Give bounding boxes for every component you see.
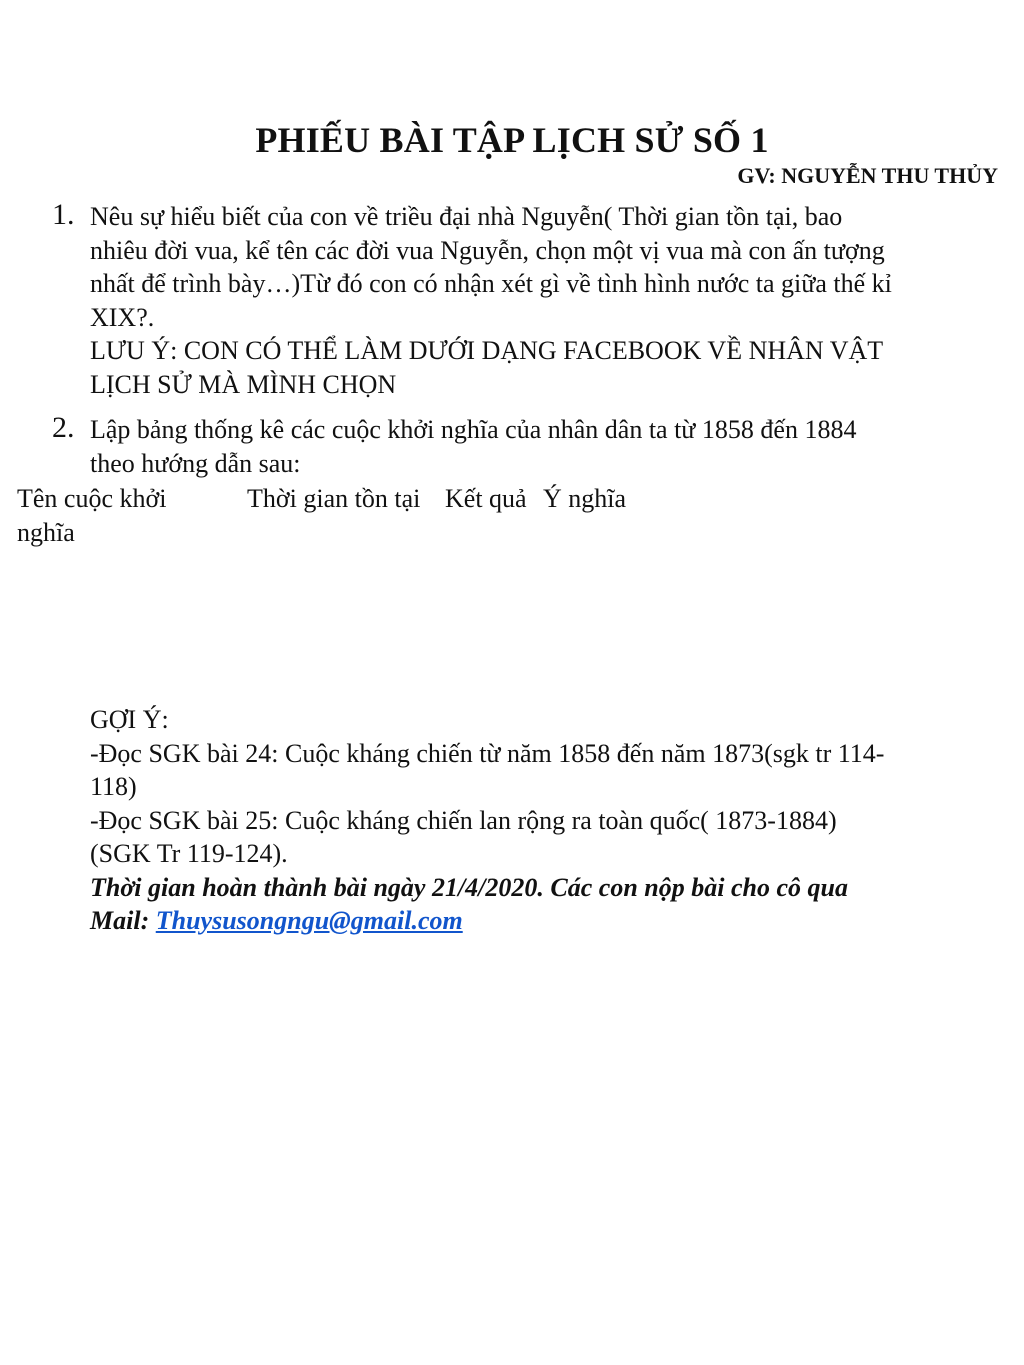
hints-heading: GỢI Ý: [90, 705, 169, 734]
email-link[interactable]: Thuysusongngu@gmail.com [155, 906, 463, 935]
mail-label: Mail: [90, 906, 156, 935]
question-2-number: 2. [52, 411, 75, 444]
question-1-line: Nêu sự hiểu biết của con về triều đại nhà Nguyễn( Thời gian tồn tại, bao [90, 202, 843, 231]
question-1-text [90, 200, 1000, 401]
question-1-line: XIX?. [90, 302, 155, 332]
hints-section [90, 703, 1000, 938]
table-header-significance: Ý nghĩa [543, 484, 627, 513]
worksheet-title: PHIẾU BÀI TẬP LỊCH SỬ SỐ 1 [255, 120, 769, 160]
question-2-text [90, 413, 1000, 480]
question-1-note-line: LỊCH SỬ MÀ MÌNH CHỌN [90, 369, 397, 399]
question-2-line: theo hướng dẫn sau: [90, 448, 301, 478]
table-header-duration: Thời gian tồn tại [247, 484, 421, 513]
table-header-result: Kết quả [445, 484, 527, 513]
teacher-name: GV: NGUYỄN THU THỦY [737, 163, 998, 188]
hint-line: (SGK Tr 119-124). [90, 839, 288, 868]
question-1-note-line: LƯU Ý: CON CÓ THỂ LÀM DƯỚI DẠNG FACEBOOK VỀ NHÂN VẬT [90, 336, 884, 365]
question-1-line: nhiêu đời vua, kể tên các đời vua Nguyễn, chọn một vị vua mà con ấn tượng [90, 235, 885, 265]
question-1-line: nhất để trình bày…)Từ đó con có nhận xét gì về tình hình nước ta giữa thế kỉ [90, 269, 892, 298]
table-header-uprising-name-line2: nghĩa [17, 517, 75, 547]
hint-line: -Đọc SGK bài 24: Cuộc kháng chiến từ năm 1858 đến năm 1873(sgk tr 114- [90, 738, 885, 768]
table-header-uprising-name-line1: Tên cuộc khởi [17, 484, 167, 513]
table-header-uprising-name [17, 482, 166, 549]
mail-line [90, 904, 1000, 938]
question-1-number: 1. [52, 198, 75, 231]
deadline-line: Thời gian hoàn thành bài ngày 21/4/2020. Các con nộp bài cho cô qua [90, 872, 848, 902]
question-2-line: Lập bảng thống kê các cuộc khởi nghĩa của nhân dân ta từ 1858 đến 1884 [90, 415, 857, 444]
hint-line: -Đọc SGK bài 25: Cuộc kháng chiến lan rộng ra toàn quốc( 1873-1884) [90, 805, 837, 835]
hint-line: 118) [90, 772, 137, 801]
